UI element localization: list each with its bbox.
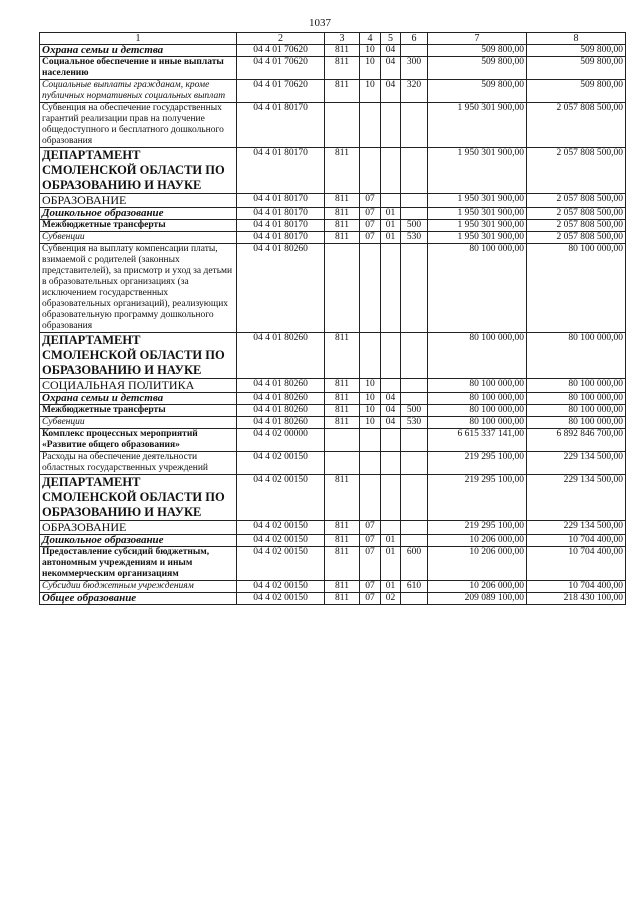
ministry-code-cell: 811 (325, 405, 360, 417)
section-cell: 07 (360, 232, 381, 244)
ministry-code-cell: 811 (325, 232, 360, 244)
amount-year-1-cell: 1 950 301 900,00 (428, 103, 527, 148)
amount-year-2-cell: 10 704 400,00 (527, 581, 626, 593)
table-row (40, 452, 626, 475)
amount-year-2-cell: 10 704 400,00 (527, 547, 626, 581)
row-name-cell: ДЕПАРТАМЕНТ СМОЛЕНСКОЙ ОБЛАСТИ ПО ОБРАЗОВАНИЮ И НАУКЕ (40, 148, 237, 194)
target-article-cell: 04 4 01 80170 (237, 103, 325, 148)
expense-type-cell (401, 45, 428, 57)
table-row (40, 417, 626, 429)
section-cell: 07 (360, 194, 381, 208)
table-row (40, 244, 626, 333)
amount-year-1-cell: 509 800,00 (428, 80, 527, 103)
table-row (40, 429, 626, 452)
ministry-code-cell: 811 (325, 547, 360, 581)
expense-type-cell: 500 (401, 220, 428, 232)
section-cell (360, 103, 381, 148)
section-cell: 07 (360, 208, 381, 220)
ministry-code-cell (325, 452, 360, 475)
target-article-cell: 04 4 02 00000 (237, 429, 325, 452)
table-row (40, 80, 626, 103)
amount-year-1-cell: 10 206 000,00 (428, 581, 527, 593)
section-cell: 07 (360, 547, 381, 581)
target-article-cell: 04 4 01 70620 (237, 57, 325, 80)
target-article-cell: 04 4 01 80170 (237, 194, 325, 208)
header-col-6: 6 (401, 33, 428, 45)
target-article-cell: 04 4 01 80260 (237, 244, 325, 333)
amount-year-1-cell: 10 206 000,00 (428, 547, 527, 581)
subsection-cell (381, 148, 401, 194)
section-cell (360, 452, 381, 475)
amount-year-2-cell: 80 100 000,00 (527, 393, 626, 405)
row-name-cell: Комплекс процессных мероприятий «Развитие общего образования» (40, 429, 237, 452)
row-name-cell: ДЕПАРТАМЕНТ СМОЛЕНСКОЙ ОБЛАСТИ ПО ОБРАЗОВАНИЮ И НАУКЕ (40, 333, 237, 379)
expense-type-cell: 500 (401, 405, 428, 417)
target-article-cell: 04 4 01 80170 (237, 148, 325, 194)
amount-year-2-cell: 229 134 500,00 (527, 475, 626, 521)
table-row (40, 194, 626, 208)
ministry-code-cell: 811 (325, 379, 360, 393)
table-row (40, 208, 626, 220)
amount-year-1-cell: 219 295 100,00 (428, 521, 527, 535)
target-article-cell: 04 4 01 80260 (237, 405, 325, 417)
target-article-cell: 04 4 01 80260 (237, 379, 325, 393)
row-name-cell: ОБРАЗОВАНИЕ (40, 194, 237, 208)
amount-year-1-cell: 80 100 000,00 (428, 333, 527, 379)
target-article-cell: 04 4 01 80170 (237, 232, 325, 244)
subsection-cell (381, 244, 401, 333)
ministry-code-cell: 811 (325, 417, 360, 429)
expense-type-cell: 530 (401, 232, 428, 244)
row-name-cell: Межбюджетные трансферты (40, 405, 237, 417)
amount-year-2-cell: 509 800,00 (527, 80, 626, 103)
subsection-cell (381, 429, 401, 452)
target-article-cell: 04 4 01 80260 (237, 417, 325, 429)
amount-year-1-cell: 1 950 301 900,00 (428, 208, 527, 220)
amount-year-2-cell: 2 057 808 500,00 (527, 208, 626, 220)
amount-year-1-cell: 209 089 100,00 (428, 593, 527, 605)
ministry-code-cell (325, 244, 360, 333)
subsection-cell (381, 452, 401, 475)
expense-type-cell: 300 (401, 57, 428, 80)
target-article-cell: 04 4 01 80260 (237, 393, 325, 405)
expense-type-cell (401, 452, 428, 475)
amount-year-1-cell: 509 800,00 (428, 57, 527, 80)
ministry-code-cell: 811 (325, 475, 360, 521)
ministry-code-cell (325, 429, 360, 452)
section-cell (360, 475, 381, 521)
row-name-cell: Субвенции (40, 232, 237, 244)
subsection-cell: 02 (381, 593, 401, 605)
ministry-code-cell: 811 (325, 333, 360, 379)
expense-type-cell: 600 (401, 547, 428, 581)
expense-type-cell (401, 194, 428, 208)
subsection-cell: 01 (381, 220, 401, 232)
amount-year-1-cell: 219 295 100,00 (428, 475, 527, 521)
header-col-1: 1 (40, 33, 237, 45)
section-cell: 10 (360, 80, 381, 103)
section-cell: 10 (360, 417, 381, 429)
amount-year-1-cell: 80 100 000,00 (428, 405, 527, 417)
subsection-cell: 01 (381, 208, 401, 220)
header-col-3: 3 (325, 33, 360, 45)
section-cell (360, 148, 381, 194)
table-row (40, 521, 626, 535)
amount-year-1-cell: 509 800,00 (428, 45, 527, 57)
expense-type-cell: 320 (401, 80, 428, 103)
ministry-code-cell: 811 (325, 194, 360, 208)
row-name-cell: Дошкольное образование (40, 208, 237, 220)
table-row (40, 333, 626, 379)
row-name-cell: Охрана семьи и детства (40, 393, 237, 405)
amount-year-1-cell: 6 615 337 141,00 (428, 429, 527, 452)
target-article-cell: 04 4 01 80260 (237, 333, 325, 379)
row-name-cell: Субвенция на выплату компенсации платы, взимаемой с родителей (законных представителей), за присмотр и уход за детьми в образовательных организациях (за исключением государственных образовательных организаций), реализующих образовательную программу дошкольного образования (40, 244, 237, 333)
table-row (40, 45, 626, 57)
expense-type-cell (401, 429, 428, 452)
subsection-cell (381, 333, 401, 379)
table-row (40, 393, 626, 405)
row-name-cell: Субвенция на обеспечение государственных гарантий реализации прав на получение общедоступного и бесплатного дошкольного образования (40, 103, 237, 148)
subsection-cell (381, 475, 401, 521)
expense-type-cell: 530 (401, 417, 428, 429)
amount-year-2-cell: 509 800,00 (527, 57, 626, 80)
ministry-code-cell (325, 103, 360, 148)
subsection-cell: 04 (381, 393, 401, 405)
expense-type-cell (401, 148, 428, 194)
target-article-cell: 04 4 02 00150 (237, 452, 325, 475)
row-name-cell: Межбюджетные трансферты (40, 220, 237, 232)
target-article-cell: 04 4 02 00150 (237, 593, 325, 605)
ministry-code-cell: 811 (325, 80, 360, 103)
ministry-code-cell: 811 (325, 593, 360, 605)
row-name-cell: Охрана семьи и детства (40, 45, 237, 57)
subsection-cell: 04 (381, 405, 401, 417)
amount-year-2-cell: 2 057 808 500,00 (527, 220, 626, 232)
section-cell: 10 (360, 45, 381, 57)
subsection-cell: 01 (381, 547, 401, 581)
subsection-cell: 04 (381, 417, 401, 429)
ministry-code-cell: 811 (325, 45, 360, 57)
ministry-code-cell: 811 (325, 148, 360, 194)
amount-year-2-cell: 2 057 808 500,00 (527, 148, 626, 194)
header-col-7: 7 (428, 33, 527, 45)
row-name-cell: Социальное обеспечение и иные выплаты населению (40, 57, 237, 80)
subsection-cell (381, 521, 401, 535)
table-row (40, 232, 626, 244)
amount-year-1-cell: 1 950 301 900,00 (428, 220, 527, 232)
row-name-cell: Социальные выплаты гражданам, кроме публичных нормативных социальных выплат (40, 80, 237, 103)
target-article-cell: 04 4 02 00150 (237, 521, 325, 535)
subsection-cell: 04 (381, 45, 401, 57)
expense-type-cell (401, 333, 428, 379)
row-name-cell: Расходы на обеспечение деятельности областных государственных учреждений (40, 452, 237, 475)
subsection-cell (381, 103, 401, 148)
row-name-cell: Субвенции (40, 417, 237, 429)
subsection-cell (381, 194, 401, 208)
amount-year-2-cell: 80 100 000,00 (527, 333, 626, 379)
expense-type-cell (401, 208, 428, 220)
amount-year-2-cell: 80 100 000,00 (527, 244, 626, 333)
expense-type-cell (401, 521, 428, 535)
section-cell: 07 (360, 220, 381, 232)
table-row (40, 547, 626, 581)
amount-year-2-cell: 6 892 846 700,00 (527, 429, 626, 452)
row-name-cell: Общее образование (40, 593, 237, 605)
expense-type-cell (401, 593, 428, 605)
amount-year-1-cell: 80 100 000,00 (428, 244, 527, 333)
row-name-cell: Дошкольное образование (40, 535, 237, 547)
row-name-cell: ОБРАЗОВАНИЕ (40, 521, 237, 535)
subsection-cell: 01 (381, 581, 401, 593)
row-name-cell: ДЕПАРТАМЕНТ СМОЛЕНСКОЙ ОБЛАСТИ ПО ОБРАЗОВАНИЮ И НАУКЕ (40, 475, 237, 521)
amount-year-1-cell: 80 100 000,00 (428, 379, 527, 393)
target-article-cell: 04 4 02 00150 (237, 547, 325, 581)
budget-table (39, 32, 626, 605)
table-row (40, 535, 626, 547)
table-row (40, 57, 626, 80)
section-cell (360, 429, 381, 452)
target-article-cell: 04 4 01 70620 (237, 45, 325, 57)
ministry-code-cell: 811 (325, 521, 360, 535)
amount-year-2-cell: 509 800,00 (527, 45, 626, 57)
target-article-cell: 04 4 01 80170 (237, 208, 325, 220)
amount-year-1-cell: 1 950 301 900,00 (428, 232, 527, 244)
subsection-cell: 01 (381, 232, 401, 244)
target-article-cell: 04 4 01 80170 (237, 220, 325, 232)
section-cell: 07 (360, 535, 381, 547)
subsection-cell: 01 (381, 535, 401, 547)
amount-year-2-cell: 2 057 808 500,00 (527, 232, 626, 244)
amount-year-2-cell: 10 704 400,00 (527, 535, 626, 547)
table-row (40, 103, 626, 148)
ministry-code-cell: 811 (325, 57, 360, 80)
section-cell (360, 244, 381, 333)
target-article-cell: 04 4 01 70620 (237, 80, 325, 103)
table-row (40, 475, 626, 521)
amount-year-2-cell: 80 100 000,00 (527, 417, 626, 429)
table-row (40, 581, 626, 593)
subsection-cell: 04 (381, 57, 401, 80)
section-cell: 10 (360, 405, 381, 417)
amount-year-2-cell: 80 100 000,00 (527, 405, 626, 417)
amount-year-2-cell: 2 057 808 500,00 (527, 103, 626, 148)
section-cell: 07 (360, 581, 381, 593)
header-col-8: 8 (527, 33, 626, 45)
page-number: 1037 (309, 17, 331, 29)
table-header-row (40, 33, 626, 45)
amount-year-2-cell: 229 134 500,00 (527, 521, 626, 535)
section-cell: 07 (360, 593, 381, 605)
amount-year-1-cell: 1 950 301 900,00 (428, 194, 527, 208)
amount-year-1-cell: 1 950 301 900,00 (428, 148, 527, 194)
amount-year-1-cell: 10 206 000,00 (428, 535, 527, 547)
target-article-cell: 04 4 02 00150 (237, 535, 325, 547)
row-name-cell: Предоставление субсидий бюджетным, автономным учреждениям и иным некоммерческим организациям (40, 547, 237, 581)
ministry-code-cell: 811 (325, 393, 360, 405)
amount-year-1-cell: 219 295 100,00 (428, 452, 527, 475)
section-cell (360, 333, 381, 379)
ministry-code-cell: 811 (325, 535, 360, 547)
section-cell: 10 (360, 393, 381, 405)
amount-year-2-cell: 218 430 100,00 (527, 593, 626, 605)
table-row (40, 148, 626, 194)
amount-year-1-cell: 80 100 000,00 (428, 417, 527, 429)
row-name-cell: Субсидии бюджетным учреждениям (40, 581, 237, 593)
expense-type-cell (401, 475, 428, 521)
amount-year-1-cell: 80 100 000,00 (428, 393, 527, 405)
table-row (40, 379, 626, 393)
amount-year-2-cell: 80 100 000,00 (527, 379, 626, 393)
target-article-cell: 04 4 02 00150 (237, 581, 325, 593)
header-col-5: 5 (381, 33, 401, 45)
expense-type-cell (401, 244, 428, 333)
target-article-cell: 04 4 02 00150 (237, 475, 325, 521)
header-col-4: 4 (360, 33, 381, 45)
section-cell: 10 (360, 57, 381, 80)
table-row (40, 220, 626, 232)
expense-type-cell (401, 103, 428, 148)
table-row (40, 593, 626, 605)
amount-year-2-cell: 2 057 808 500,00 (527, 194, 626, 208)
subsection-cell (381, 379, 401, 393)
section-cell: 07 (360, 521, 381, 535)
ministry-code-cell: 811 (325, 220, 360, 232)
expense-type-cell: 610 (401, 581, 428, 593)
row-name-cell: СОЦИАЛЬНАЯ ПОЛИТИКА (40, 379, 237, 393)
section-cell: 10 (360, 379, 381, 393)
table-row (40, 405, 626, 417)
expense-type-cell (401, 393, 428, 405)
expense-type-cell (401, 535, 428, 547)
ministry-code-cell: 811 (325, 208, 360, 220)
header-col-2: 2 (237, 33, 325, 45)
ministry-code-cell: 811 (325, 581, 360, 593)
amount-year-2-cell: 229 134 500,00 (527, 452, 626, 475)
subsection-cell: 04 (381, 80, 401, 103)
expense-type-cell (401, 379, 428, 393)
